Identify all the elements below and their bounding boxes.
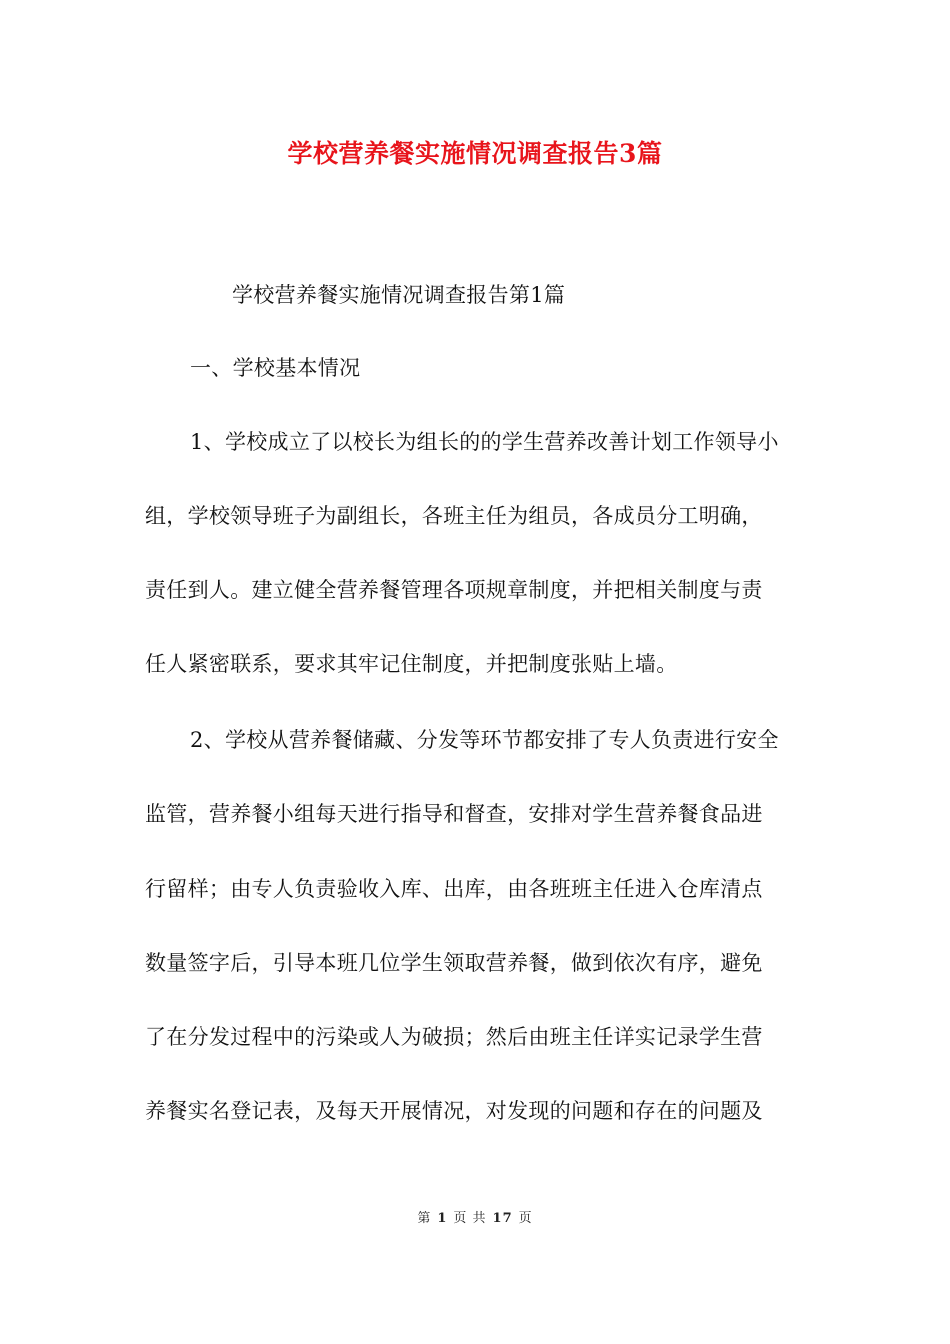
footer-prefix: 第 (417, 1211, 432, 1226)
paragraph-line: 监管，营养餐小组每天进行指导和督查，安排对学生营养餐食品进 (145, 802, 763, 826)
paragraph-line: 养餐实名登记表，及每天开展情况，对发现的问题和存在的问题及 (145, 1099, 763, 1123)
article-heading: 学校营养餐实施情况调查报告第1篇 (232, 283, 566, 307)
paragraph-line: 了在分发过程中的污染或人为破损；然后由班主任详实记录学生营 (145, 1025, 763, 1049)
page-footer (0, 1209, 950, 1229)
footer-total-pages: 17 (492, 1211, 513, 1226)
paragraph-line: 行留样；由专人负责验收入库、出库，由各班班主任进入仓库清点 (145, 877, 763, 901)
footer-current-page: 1 (437, 1211, 448, 1226)
paragraph-line: 1、学校成立了以校长为组长的的学生营养改善计划工作领导小 (190, 430, 779, 454)
paragraph-line: 组，学校领导班子为副组长，各班主任为组员，各成员分工明确， (145, 504, 763, 528)
section-heading: 一、学校基本情况 (190, 356, 361, 380)
footer-suffix: 页 (518, 1211, 533, 1226)
document-title: 学校营养餐实施情况调查报告3篇 (287, 139, 663, 168)
paragraph-line: 任人紧密联系，要求其牢记住制度，并把制度张贴上墙。 (145, 652, 678, 676)
footer-middle: 页 共 (453, 1211, 487, 1226)
paragraph-line: 2、学校从营养餐储藏、分发等环节都安排了专人负责进行安全 (190, 728, 779, 752)
paragraph-line: 数量签字后，引导本班几位学生领取营养餐，做到依次有序，避免 (145, 951, 763, 975)
paragraph-line: 责任到人。建立健全营养餐管理各项规章制度，并把相关制度与责 (145, 578, 763, 602)
